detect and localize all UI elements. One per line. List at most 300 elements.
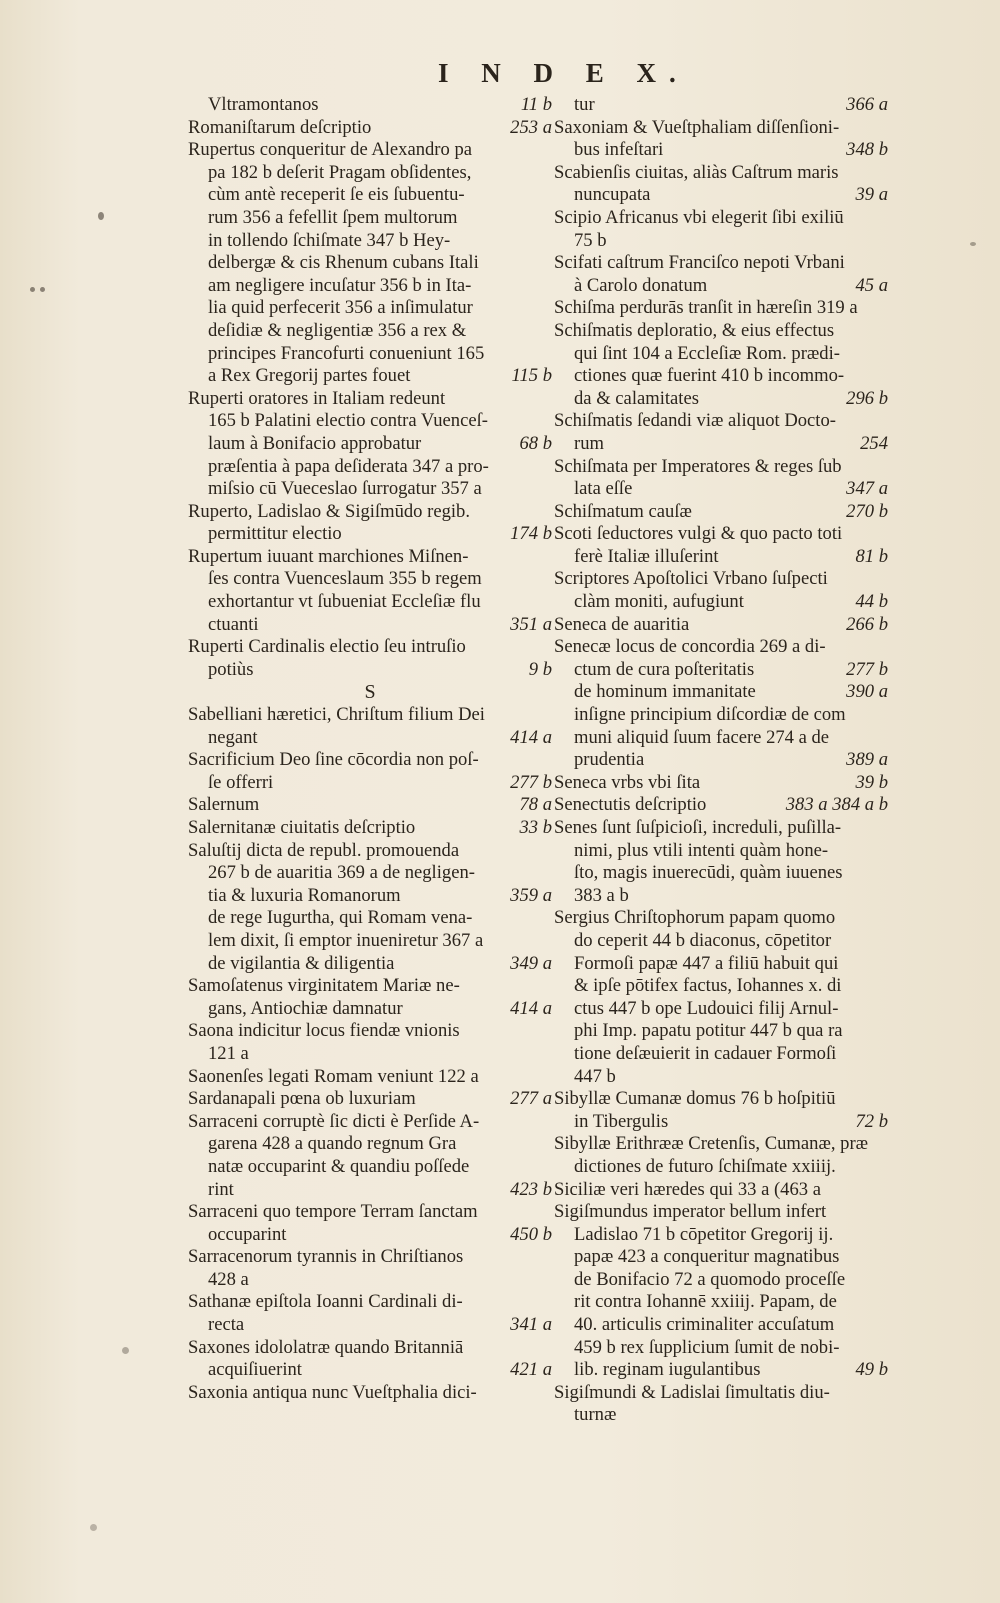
entry-text: Schiſma perdurās tranſit in hæreſin 319 a <box>554 297 858 319</box>
index-line <box>554 1224 888 1247</box>
entry-text: de rege Iugurtha, qui Romam vena- <box>208 907 473 929</box>
index-line <box>554 1314 888 1337</box>
index-line <box>188 885 552 908</box>
page-reference: 277 b <box>510 771 552 793</box>
index-line <box>554 433 888 456</box>
entry-text: do ceperit 44 b diaconus, cōpetitor <box>574 929 832 951</box>
index-line <box>188 749 552 772</box>
entry-text: Rupertus conqueritur de Alexandro pa <box>188 139 472 161</box>
entry-text: Schiſmatis deploratio, & eius effectus <box>554 319 835 341</box>
entry-text: Sardanapali pœna ob luxuriam <box>188 1088 416 1110</box>
index-entry <box>188 749 552 794</box>
index-line <box>554 975 888 998</box>
index-line <box>188 343 552 366</box>
index-entry <box>554 1382 888 1427</box>
entry-text: occuparint <box>208 1223 287 1245</box>
index-line <box>188 930 552 953</box>
index-entry <box>188 975 552 1020</box>
entry-text: 459 b rex ſupplicium ſumit de nobi- <box>574 1336 840 1358</box>
entry-text: Formoſi papæ 447 a filiū habuit qui <box>574 952 839 974</box>
entry-text: tur <box>574 94 595 115</box>
page-reference: 33 b <box>519 817 552 838</box>
page-reference: 359 a <box>510 884 552 906</box>
entry-text: 428 a <box>208 1268 249 1290</box>
index-entry <box>554 117 888 162</box>
entry-text: Sarraceni corruptè ſic dicti è Perſide A- <box>188 1110 480 1132</box>
entry-text: am negligere incuſatur 356 b in Ita- <box>208 274 472 296</box>
entry-text: Scriptores Apoſtolici Vrbano ſuſpecti <box>554 568 828 590</box>
entry-text: Sarracenorum tyrannis in Chriſtianos <box>188 1246 464 1268</box>
entry-text: miſsio cū Vueceslao ſurrogatur 357 a <box>208 478 482 500</box>
index-line <box>554 568 888 591</box>
index-line <box>554 1133 888 1156</box>
page-reference: 39 b <box>855 771 888 793</box>
index-line <box>188 207 552 230</box>
index-line <box>554 139 888 162</box>
entry-text: garena 428 a quando regnum Gra <box>208 1133 457 1155</box>
index-line <box>188 1066 552 1089</box>
page-reference: 351 a <box>510 613 552 635</box>
index-letter-heading: S <box>364 681 376 704</box>
index-line <box>188 297 552 320</box>
index-line <box>188 546 552 569</box>
index-line <box>554 546 888 569</box>
index-column-right <box>554 94 888 1427</box>
entry-text: bus infeſtari <box>574 139 664 161</box>
index-entry <box>188 1088 552 1111</box>
index-line <box>188 117 552 140</box>
index-entry <box>188 840 552 976</box>
index-line <box>554 1382 888 1405</box>
index-line <box>554 1359 888 1382</box>
entry-text: gans, Antiochiæ damnatur <box>208 997 403 1019</box>
index-line <box>188 998 552 1021</box>
index-entry <box>554 568 888 613</box>
index-line <box>554 184 888 207</box>
index-line <box>188 1359 552 1382</box>
index-line <box>554 907 888 930</box>
index-line <box>554 885 888 908</box>
entry-text: laum à Bonifacio approbatur <box>208 432 422 454</box>
index-line <box>554 320 888 343</box>
index-entry <box>554 501 888 524</box>
page-reference: 421 a <box>510 1359 552 1381</box>
entry-text: Saxoniam & Vueſtphaliam diſſenſioni- <box>554 116 840 138</box>
page-reference: 389 a <box>846 749 888 771</box>
page-reference: 266 b <box>846 613 888 635</box>
entry-text: da & calamitates <box>574 387 699 409</box>
index-line <box>554 162 888 185</box>
index-entry <box>554 1088 888 1133</box>
entry-text: à Carolo donatum <box>574 274 708 296</box>
index-entry <box>188 501 552 546</box>
index-line <box>188 1246 552 1269</box>
page-reference: 11 b <box>520 94 552 115</box>
index-line <box>554 365 888 388</box>
entry-text: Romaniſtarum deſcriptio <box>188 116 372 138</box>
running-head: I N D E X. <box>438 58 689 88</box>
index-entry <box>188 546 552 636</box>
entry-text: Salernitanæ ciuitatis deſcriptio <box>188 817 416 838</box>
index-line <box>188 94 552 117</box>
entry-text: Sigiſmundi & Ladislai ſimultatis diu- <box>554 1381 830 1403</box>
index-line <box>554 659 888 682</box>
index-line <box>554 930 888 953</box>
index-line <box>554 297 888 320</box>
index-line <box>554 591 888 614</box>
index-line <box>188 456 552 479</box>
index-line <box>554 523 888 546</box>
entry-text: 383 a b <box>574 884 629 906</box>
entry-text: qui ſint 104 a Eccleſiæ Rom. prædi- <box>574 342 840 364</box>
entry-text: de Bonifacio 72 a quomodo proceſſe <box>574 1268 846 1290</box>
page-reference: 253 a <box>510 116 552 138</box>
index-line <box>554 1111 888 1134</box>
entry-text: 447 b <box>574 1065 616 1087</box>
page-reference: 68 b <box>519 432 552 454</box>
index-line <box>554 94 888 117</box>
index-entry <box>188 636 552 681</box>
ink-speck <box>98 212 104 220</box>
ink-speck <box>40 287 45 292</box>
page-reference: 414 a <box>510 997 552 1019</box>
index-line <box>554 117 888 140</box>
entry-text: natæ occuparint & quandiu poſſede <box>208 1155 470 1177</box>
index-line <box>554 862 888 885</box>
entry-text: & ipſe pōtifex factus, Iohannes x. di <box>574 975 842 997</box>
entry-text: Scipio Africanus vbi elegerit ſibi exiliū <box>554 206 844 228</box>
index-line <box>188 591 552 614</box>
entry-text: papæ 423 a conqueritur magnatibus <box>574 1246 840 1268</box>
index-entry <box>188 1291 552 1336</box>
index-entry <box>188 817 552 840</box>
index-line <box>554 1043 888 1066</box>
entry-text: dictiones de futuro ſchiſmate xxiiij. <box>574 1155 836 1177</box>
index-line <box>188 1088 552 1111</box>
entry-text: deſidiæ & negligentiæ 356 a rex & <box>208 319 467 341</box>
index-line <box>188 320 552 343</box>
index-line <box>188 388 552 411</box>
index-line <box>554 1201 888 1224</box>
index-entry <box>188 1066 552 1089</box>
entry-text: rum <box>574 432 604 454</box>
entry-text: nuncupata <box>574 184 651 206</box>
entry-text: ferè Italiæ illuſerint <box>574 545 719 567</box>
entry-text: ctiones quæ fuerint 410 b incommo- <box>574 365 845 387</box>
index-line <box>188 478 552 501</box>
index-line <box>554 1291 888 1314</box>
index-line <box>554 817 888 840</box>
index-entry <box>188 1337 552 1382</box>
index-line <box>554 749 888 772</box>
index-line <box>554 681 888 704</box>
index-line <box>554 1337 888 1360</box>
entry-text: Ruperti Cardinalis electio ſeu intruſio <box>188 636 466 658</box>
index-line <box>188 1224 552 1247</box>
entry-text: 75 b <box>574 229 607 251</box>
index-entry <box>188 1111 552 1201</box>
index-line <box>554 614 888 637</box>
index-entry <box>554 297 888 320</box>
entry-text: de hominum immanitate <box>574 681 756 703</box>
index-entry <box>188 704 552 749</box>
index-line <box>554 840 888 863</box>
entry-text: delbergæ & cis Rhenum cubans Itali <box>208 252 479 274</box>
index-entry <box>188 1201 552 1246</box>
entry-text: principes Francofurti conueniunt 165 <box>208 342 485 364</box>
index-column-left <box>188 94 552 1404</box>
index-line <box>188 794 552 817</box>
index-line <box>188 727 552 750</box>
ink-speck <box>970 242 976 246</box>
index-line <box>188 410 552 433</box>
index-line <box>188 1133 552 1156</box>
index-entry <box>554 456 888 501</box>
entry-text: Scabienſis ciuitas, aliàs Caſtrum maris <box>554 161 839 183</box>
entry-text: Schiſmatum cauſæ <box>554 500 692 522</box>
index-line <box>188 1382 552 1405</box>
index-line <box>188 230 552 253</box>
page-reference: 9 b <box>528 658 552 680</box>
entry-text: Schiſmatis ſedandi viæ aliquot Docto- <box>554 410 836 432</box>
index-entry <box>554 1201 888 1382</box>
index-line <box>554 1020 888 1043</box>
entry-text: rum 356 a fefellit ſpem multorum <box>208 206 458 228</box>
entry-text: Schiſmata per Imperatores & reges ſub <box>554 455 842 477</box>
entry-text: Saluſtij dicta de republ. promouenda <box>188 839 460 861</box>
entry-text: negant <box>208 726 258 748</box>
page-reference: 341 a <box>510 1314 552 1336</box>
index-line <box>188 1020 552 1043</box>
entry-text: Seneca vrbs vbi ſita <box>554 771 701 793</box>
index-line <box>188 275 552 298</box>
entry-text: Ruperto, Ladislao & Sigiſmūdo regib. <box>188 500 470 522</box>
entry-text: Rupertum iuuant marchiones Miſnen- <box>188 545 469 567</box>
page-reference: 81 b <box>855 545 888 567</box>
index-entry <box>554 907 888 1088</box>
entry-text: ſe offerri <box>208 771 274 793</box>
index-entry <box>554 1133 888 1178</box>
index-line <box>188 501 552 524</box>
page-reference: 383 a 384 a b <box>785 794 888 816</box>
index-line <box>554 794 888 817</box>
page-reference: 414 a <box>510 726 552 748</box>
index-line <box>188 614 552 637</box>
index-line <box>554 953 888 976</box>
index-line <box>554 207 888 230</box>
index-line <box>188 523 552 546</box>
index-entry <box>554 1179 888 1202</box>
entry-text: exhortantur vt ſubueniat Eccleſiæ flu <box>208 591 481 613</box>
index-entry <box>554 636 888 772</box>
entry-text: Saonenſes legati Romam veniunt 122 a <box>188 1065 479 1087</box>
index-entry <box>554 794 888 817</box>
index-line <box>554 1246 888 1269</box>
index-line <box>188 139 552 162</box>
page-reference: 174 b <box>510 523 552 545</box>
entry-text: recta <box>208 1314 245 1336</box>
index-line <box>554 704 888 727</box>
page-reference: 366 a <box>846 94 888 115</box>
entry-text: rit contra Iohannē xxiiij. Papam, de <box>574 1291 837 1313</box>
page-reference: 450 b <box>510 1223 552 1245</box>
entry-text: Sibyllæ Cumanæ domus 76 b hoſpitiū <box>554 1088 836 1110</box>
ink-speck <box>30 287 35 292</box>
entry-text: Sathanæ epiſtola Ioanni Cardinali di- <box>188 1291 463 1313</box>
entry-text: tia & luxuria Romanorum <box>208 884 401 906</box>
page-reference: 78 a <box>519 794 552 816</box>
index-line <box>188 1156 552 1179</box>
index-entry <box>188 1020 552 1065</box>
index-line <box>554 1066 888 1089</box>
index-line <box>188 636 552 659</box>
page-reference: 270 b <box>846 500 888 522</box>
entry-text: Senectutis deſcriptio <box>554 794 707 816</box>
index-line <box>188 772 552 795</box>
page-reference: 45 a <box>855 274 888 296</box>
entry-text: ſto, magis inuerecūdi, quàm iuuenes <box>574 862 843 884</box>
index-entry <box>554 94 888 117</box>
entry-text: in Tibergulis <box>574 1110 669 1132</box>
entry-text: Sabelliani hæretici, Chriſtum filium Dei <box>188 704 485 726</box>
entry-text: præſentia à papa deſiderata 347 a pro- <box>208 455 489 477</box>
index-line <box>188 1043 552 1066</box>
index-line <box>554 275 888 298</box>
entry-text: Siciliæ veri hæredes qui 33 a (463 a <box>554 1178 821 1200</box>
entry-text: Sacrificium Deo ſine cōcordia non poſ- <box>188 749 479 771</box>
index-line <box>188 1179 552 1202</box>
index-entry <box>554 252 888 297</box>
page-reference: 348 b <box>846 139 888 161</box>
entry-text: Saxones idololatræ quando Britanniā <box>188 1336 464 1358</box>
entry-text: clàm moniti, aufugiunt <box>574 591 744 613</box>
index-entry <box>554 207 888 252</box>
index-entry <box>188 388 552 501</box>
entry-text: muni aliquid ſuum facere 274 a de <box>574 726 830 748</box>
index-line <box>188 1111 552 1134</box>
entry-text: lib. reginam iugulantibus <box>574 1359 761 1381</box>
page-reference: 423 b <box>510 1178 552 1200</box>
index-line <box>188 1201 552 1224</box>
ink-speck <box>122 1347 129 1354</box>
index-entry <box>554 410 888 455</box>
index-line <box>554 410 888 433</box>
index-line <box>554 230 888 253</box>
entry-text: acquiſiuerint <box>208 1359 302 1381</box>
index-line <box>188 1337 552 1360</box>
entry-text: lem dixit, ſi emptor inueniretur 367 a <box>208 929 484 951</box>
entry-text: Scifati caſtrum Franciſco nepoti Vrbani <box>554 252 845 274</box>
index-line <box>188 1314 552 1337</box>
entry-text: lia quid perfecerit 356 a inſimulatur <box>208 297 473 319</box>
page-reference: 44 b <box>855 591 888 613</box>
entry-text: in tollendo ſchiſmate 347 b Hey- <box>208 229 451 251</box>
entry-text: Sigiſmundus imperator bellum infert <box>554 1201 827 1223</box>
page-reference: 277 b <box>846 658 888 680</box>
index-line <box>188 817 552 840</box>
index-entry <box>554 162 888 207</box>
index-line <box>188 862 552 885</box>
index-entry <box>188 139 552 388</box>
entry-text: 40. articulis criminaliter accuſatum <box>574 1314 835 1336</box>
index-line <box>188 252 552 275</box>
entry-text: turnæ <box>574 1404 617 1426</box>
entry-text: lata eſſe <box>574 478 633 500</box>
index-entry <box>188 1382 552 1405</box>
index-line <box>188 184 552 207</box>
index-line <box>188 975 552 998</box>
entry-text: pa 182 b deſerit Pragam obſidentes, <box>208 161 472 183</box>
entry-text: Saona indicitur locus fiendæ vnionis <box>188 1020 460 1042</box>
entry-text: cùm antè receperit ſe eis ſubuentu- <box>208 184 465 206</box>
entry-text: de vigilantia & diligentia <box>208 952 395 974</box>
entry-text: ctus 447 b ope Ludouici filij Arnul- <box>574 997 839 1019</box>
index-line <box>554 1269 888 1292</box>
index-line <box>188 659 552 682</box>
page-reference: 347 a <box>846 478 888 500</box>
index-line <box>554 388 888 411</box>
entry-text: Ruperti oratores in Italiam redeunt <box>188 387 446 409</box>
entry-text: Vltramontanos <box>208 94 319 115</box>
index-line <box>188 907 552 930</box>
entry-text: a Rex Gregorij partes fouet <box>208 365 411 387</box>
entry-text: Sarraceni quo tempore Terram ſanctam <box>188 1201 478 1223</box>
entry-text: Seneca de auaritia <box>554 613 690 635</box>
entry-text: Samoſatenus virginitatem Mariæ ne- <box>188 975 460 997</box>
index-line <box>188 1269 552 1292</box>
index-entry <box>554 320 888 410</box>
entry-text: Salernum <box>188 794 260 816</box>
index-line <box>188 162 552 185</box>
entry-text: permittitur electio <box>208 523 342 545</box>
index-entry <box>188 117 552 140</box>
index-line <box>554 727 888 750</box>
index-line <box>188 568 552 591</box>
index-entry <box>554 817 888 907</box>
entry-text: Scoti ſeductores vulgi & quo pacto toti <box>554 523 843 545</box>
page-reference: 49 b <box>855 1359 888 1381</box>
entry-text: prudentia <box>574 749 645 771</box>
entry-text: 267 b de auaritia 369 a de negligen- <box>208 862 475 884</box>
index-line <box>554 1088 888 1111</box>
page-reference: 254 <box>860 432 888 454</box>
entry-text: potiùs <box>208 658 254 680</box>
page-reference: 296 b <box>846 387 888 409</box>
index-line <box>554 343 888 366</box>
page-reference: 349 a <box>510 952 552 974</box>
ink-speck <box>90 1524 97 1531</box>
index-line <box>554 1404 888 1427</box>
entry-text: ſes contra Vuenceslaum 355 b regem <box>208 568 482 590</box>
entry-text: ctum de cura poſteritatis <box>574 658 755 680</box>
page-reference: 115 b <box>511 365 552 387</box>
index-line <box>554 456 888 479</box>
entry-text: Ladislao 71 b cōpetitor Gregorij ij. <box>574 1223 834 1245</box>
entry-text: nimi, plus vtili intenti quàm hone- <box>574 839 829 861</box>
index-line <box>188 433 552 456</box>
index-line <box>554 772 888 795</box>
entry-text: phi Imp. papatu potitur 447 b qua ra <box>574 1020 843 1042</box>
entry-text: 165 b Palatini electio contra Vuenceſ- <box>208 410 488 432</box>
index-line <box>188 365 552 388</box>
entry-text: ctuanti <box>208 613 259 635</box>
entry-text: Senecæ locus de concordia 269 a di- <box>554 636 826 658</box>
index-entry <box>554 523 888 568</box>
index-entry <box>188 794 552 817</box>
entry-text: tione deſæuierit in cadauer Formoſi <box>574 1042 837 1064</box>
entry-text: inſigne principium diſcordiæ de com <box>574 704 846 726</box>
index-entry <box>188 94 552 117</box>
